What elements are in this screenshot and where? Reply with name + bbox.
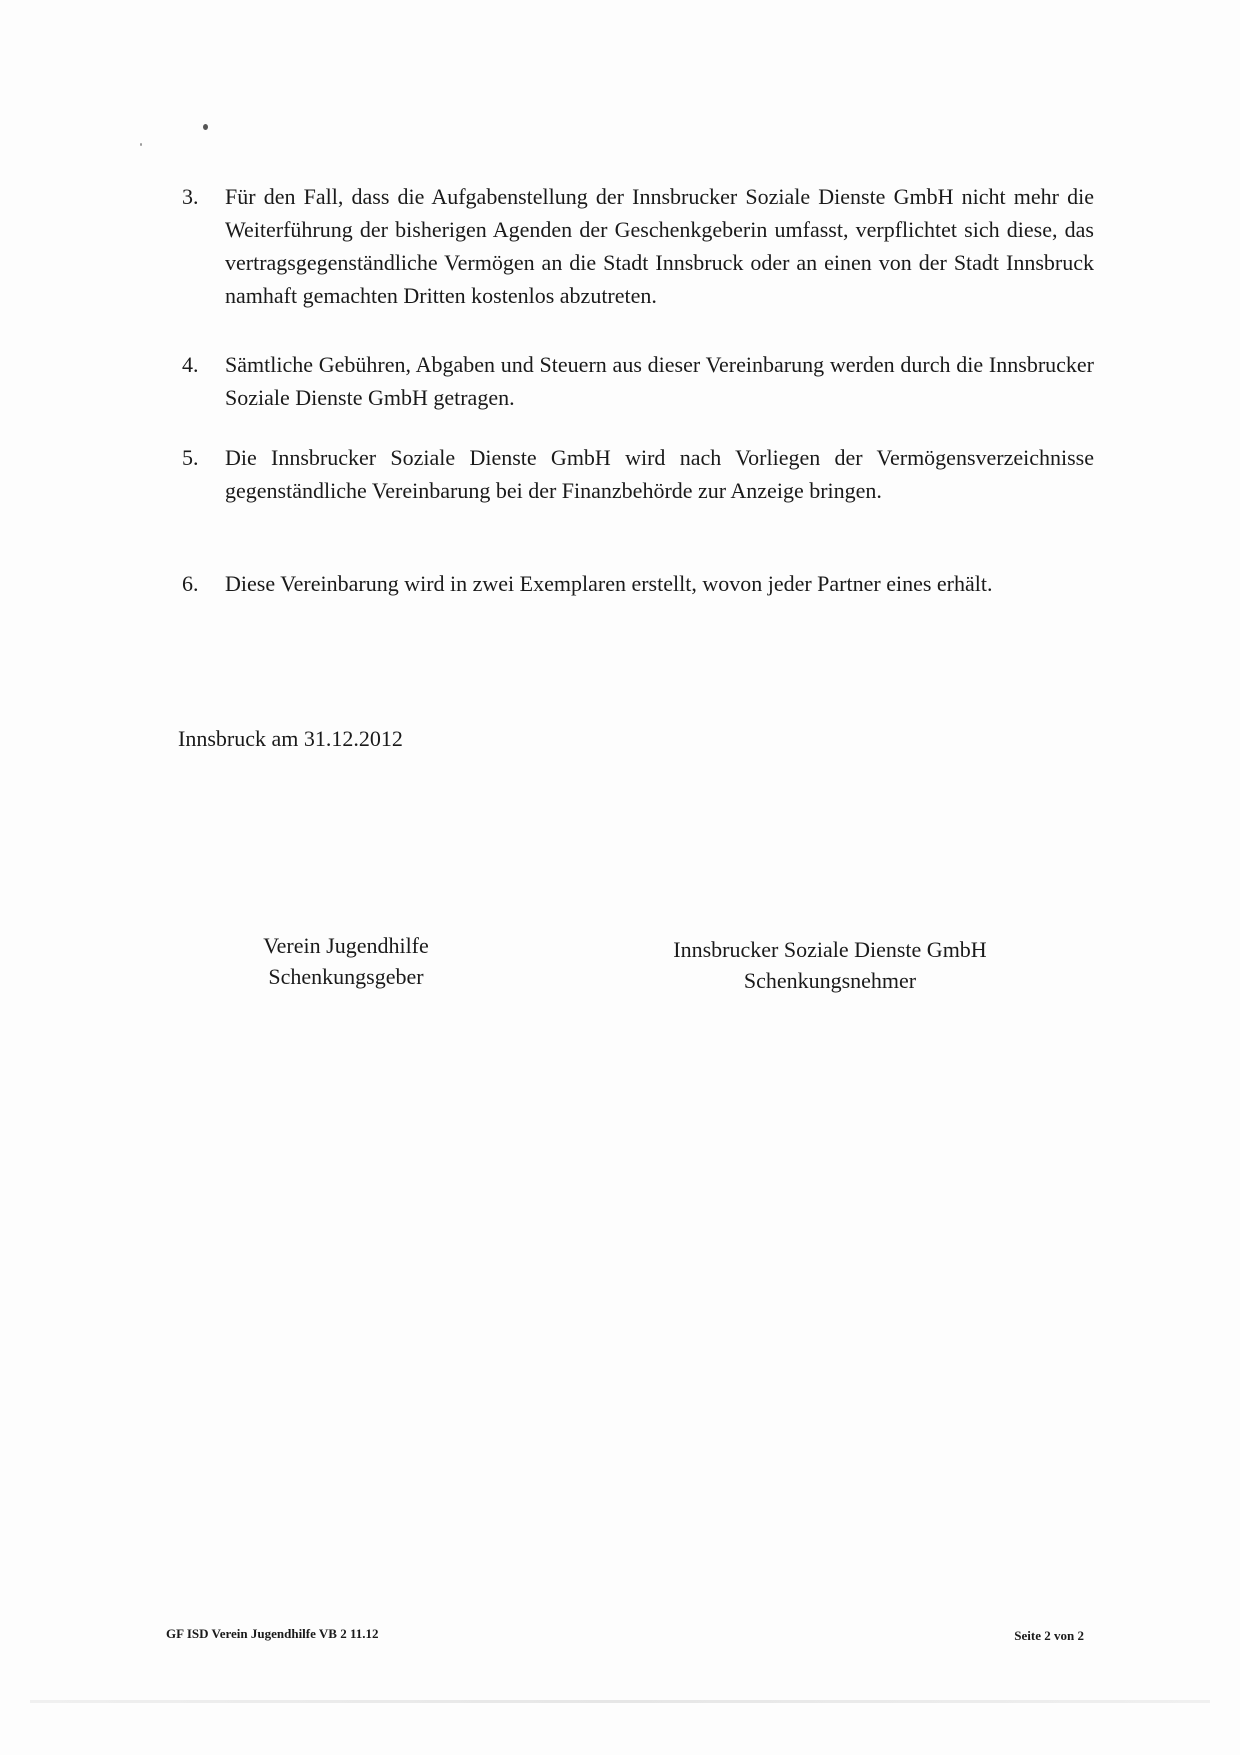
footer-page-number: Seite 2 von 2 (1014, 1628, 1084, 1643)
clause-5 (182, 441, 1094, 546)
scan-speck (203, 124, 208, 130)
clause-text: Die Innsbrucker Soziale Dienste GmbH wird nach Vorliegen der Vermögensverzeichnisse gegenständliche Vereinbarung bei der Finanzbehörde zur Anzeige bringen. (225, 445, 1094, 503)
clause-3 (182, 180, 1094, 320)
signatory-role: Schenkungsnehmer (743, 968, 917, 993)
clause-text: Sämtliche Gebühren, Abgaben und Steuern aus dieser Vereinbarung werden durch die Innsbrucker Soziale Dienste GmbH getragen. (225, 352, 1094, 410)
scan-speck (140, 143, 142, 146)
clause-text: Für den Fall, dass die Aufgabenstellung der Innsbrucker Soziale Dienste GmbH nicht mehr die Weiterführung der bisherigen Agenden der Geschenkgeberin umfasst, verpflichtet sich diese, das vertragsgegenständliche Vermögen an die Stadt Innsbruck oder an einen von der Stadt Innsbruck namhaft gemachten Dritten kostenlos abzutreten. (225, 184, 1094, 308)
signatory-name: Innsbrucker Soziale Dienste GmbH (673, 937, 987, 962)
clause-number: 5. (182, 445, 199, 470)
place-date: Innsbruck am 31.12.2012 (178, 726, 403, 751)
signature-block-left (236, 930, 456, 992)
clause-6 (182, 567, 1094, 603)
signatory-role: Schenkungsgeber (268, 964, 424, 989)
signatory-name: Verein Jugendhilfe (263, 933, 429, 958)
clause-text: Diese Vereinbarung wird in zwei Exemplaren erstellt, wovon jeder Partner eines erhält. (225, 571, 993, 596)
clause-number: 6. (182, 571, 199, 596)
clause-4 (182, 348, 1094, 418)
footer-reference: GF ISD Verein Jugendhilfe VB 2 11.12 (166, 1626, 379, 1641)
clause-number: 4. (182, 352, 199, 377)
signature-block-right (640, 934, 1020, 996)
clause-number: 3. (182, 184, 199, 209)
scan-edge-line (30, 1700, 1210, 1703)
